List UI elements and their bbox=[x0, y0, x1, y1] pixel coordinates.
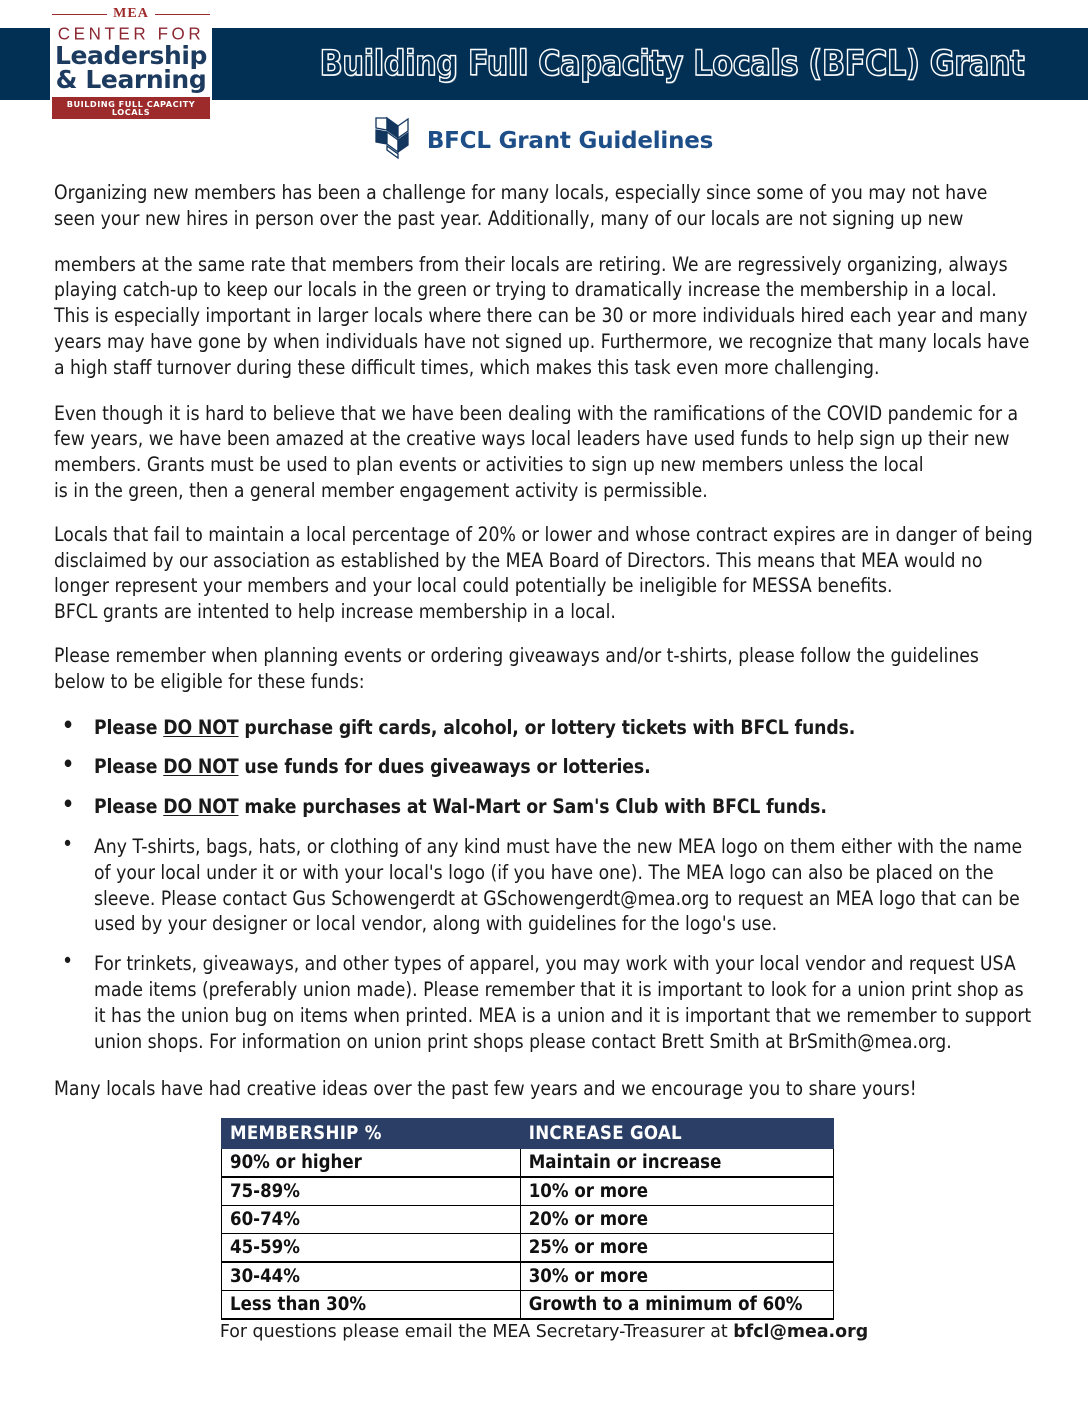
list-item bbox=[54, 834, 1034, 937]
cell-membership: 45-59% bbox=[222, 1234, 521, 1263]
bullet-text: Any T-shirts, bags, hats, or clothing of any kind must have the new MEA logo on them either with the name of your local under it or with your local's logo (if you have one). The MEA logo can also be placed on the sleeve. Please contact Gus Schowengerdt at GSchowengerdt@mea.org to request an MEA logo that can be used by your designer or local vendor, along with guidelines for the logo's use. bbox=[94, 834, 1023, 936]
closing-text: Many locals have had creative ideas over the past few years and we encourage you to share yours! bbox=[54, 1077, 917, 1101]
bullet-suffix: make purchases at Wal-Mart or Sam's Club with BFCL funds. bbox=[238, 795, 827, 819]
logo-rule-right bbox=[155, 14, 210, 15]
subtitle-row bbox=[0, 116, 1088, 165]
footer-email: bfcl@mea.org bbox=[733, 1322, 869, 1342]
cell-membership: 90% or higher bbox=[222, 1149, 521, 1177]
list-item bbox=[54, 794, 1034, 820]
subtitle-label: BFCL Grant Guidelines bbox=[426, 127, 714, 154]
cell-goal: 30% or more bbox=[520, 1262, 833, 1291]
cell-membership: 75-89% bbox=[222, 1177, 521, 1206]
bfcl-chevron-icon bbox=[375, 116, 409, 165]
footer-contact bbox=[0, 1322, 1088, 1342]
footer-text: For questions please email the MEA Secretary-Treasurer at bbox=[219, 1322, 734, 1342]
list-item bbox=[54, 951, 1034, 1054]
paragraph-text: Please remember when planning events or ordering giveaways and/or t-shirts, please follow the guidelines below to be eligible for these funds: bbox=[54, 643, 979, 693]
paragraph-text: Locals that fail to maintain a local percentage of 20% or lower and whose contract expires are in danger of being disclaimed by our association as established by the MEA Board of Directors. This means that MEA would no longer represent your members and your local could potentially be ineligible for MESSA benefits. bbox=[54, 522, 1033, 598]
table-row bbox=[222, 1291, 834, 1320]
bullet-emphasis: DO NOT bbox=[163, 755, 239, 779]
paragraph-text: members at the same rate that members from their locals are retiring. We are regressively organizing, always playing catch-up to keep our locals in the green or trying to dramatically increase the membership in a local. This is especially important in larger locals where there can be 30 or more individuals hired each year and many years may have gone by when individuals have not signed up. Furthermore, we recognize that many locals have a high staff turnover during these difficult times, which makes this task even more challenging. bbox=[54, 252, 1030, 379]
bullet-suffix: purchase gift cards, alcohol, or lottery tickets with BFCL funds. bbox=[238, 715, 856, 739]
bullet-prefix: Please bbox=[94, 755, 164, 779]
cell-goal: 20% or more bbox=[520, 1206, 833, 1234]
logo-tagline: BUILDING FULL CAPACITY LOCALS bbox=[52, 97, 210, 119]
paragraph-text: Even though it is hard to believe that we have been dealing with the ramifications of the COVID pandemic for a few years, we have been amazed at the creative ways local leaders have used funds to help sign up their new members. Grants must be used to plan events or activities to sign up new members unless the local bbox=[54, 401, 1019, 477]
table-row bbox=[222, 1234, 834, 1263]
closing-paragraph bbox=[54, 1076, 1034, 1102]
cell-membership: 60-74% bbox=[222, 1206, 521, 1234]
bullet-suffix: use funds for dues giveaways or lotteries. bbox=[238, 755, 651, 779]
logo-rule-left bbox=[52, 14, 107, 15]
table-body bbox=[222, 1149, 834, 1319]
cell-goal: 25% or more bbox=[520, 1234, 833, 1263]
logo-leadership-text: Leadership bbox=[54, 40, 208, 70]
table-row bbox=[222, 1262, 834, 1291]
mea-center-logo bbox=[50, 2, 212, 121]
logo-learning-text: & Learning bbox=[55, 64, 207, 94]
bullet-emphasis: DO NOT bbox=[163, 715, 239, 739]
cell-membership: Less than 30% bbox=[222, 1291, 521, 1320]
table-row bbox=[222, 1177, 834, 1206]
guidelines-list bbox=[54, 715, 1034, 1055]
membership-goal-table bbox=[221, 1118, 834, 1320]
bullet-text: For trinkets, giveaways, and other types of apparel, you may work with your local vendor and request USA made items (preferably union made). Please remember that it is important to look for a union print shop as it has the union bug on items when printed. MEA is a union and it is important that we remember to support union shops. For information on union print shops please contact Brett Smith at BrSmith@mea.org. bbox=[94, 952, 1032, 1053]
paragraph-intro-1 bbox=[54, 180, 1034, 232]
paragraph-intro-2 bbox=[54, 252, 1034, 381]
column-header-membership: MEMBERSHIP % bbox=[222, 1118, 521, 1149]
column-header-goal: INCREASE GOAL bbox=[520, 1118, 833, 1149]
logo-mea-row bbox=[52, 6, 210, 22]
table-header-row bbox=[222, 1118, 834, 1149]
cell-membership: 30-44% bbox=[222, 1262, 521, 1291]
table-row bbox=[222, 1149, 834, 1177]
paragraph-guidelines-lead bbox=[54, 643, 1034, 695]
bullet-prefix: Please bbox=[94, 795, 164, 819]
paragraph-text: Organizing new members has been a challenge for many locals, especially since some of you may not have seen your new hires in person over the past year. Additionally, many of our locals are not signing up new bbox=[54, 181, 988, 230]
cell-goal: 10% or more bbox=[520, 1177, 833, 1206]
document-body bbox=[54, 180, 1034, 1102]
bullet-prefix: Please bbox=[94, 715, 164, 739]
cell-goal: Growth to a minimum of 60% bbox=[520, 1291, 833, 1320]
paragraph-text-continued: BFCL grants are intented to help increase membership in a local. bbox=[54, 600, 616, 624]
table-head bbox=[222, 1118, 834, 1149]
bullet-emphasis: DO NOT bbox=[163, 795, 239, 819]
paragraph-covid bbox=[54, 401, 1034, 504]
table-row bbox=[222, 1206, 834, 1234]
list-item bbox=[54, 754, 1034, 780]
list-item bbox=[54, 715, 1034, 741]
page-title: Building Full Capacity Locals (BFCL) Grant bbox=[319, 44, 1025, 84]
cell-goal: Maintain or increase bbox=[520, 1149, 833, 1177]
paragraph-disclaim bbox=[54, 522, 1034, 625]
logo-mea-text: MEA bbox=[113, 6, 149, 21]
logo-center-for-text: CENTER FOR bbox=[57, 23, 205, 44]
paragraph-text-continued: is in the green, then a general member engagement activity is permissible. bbox=[54, 478, 708, 502]
